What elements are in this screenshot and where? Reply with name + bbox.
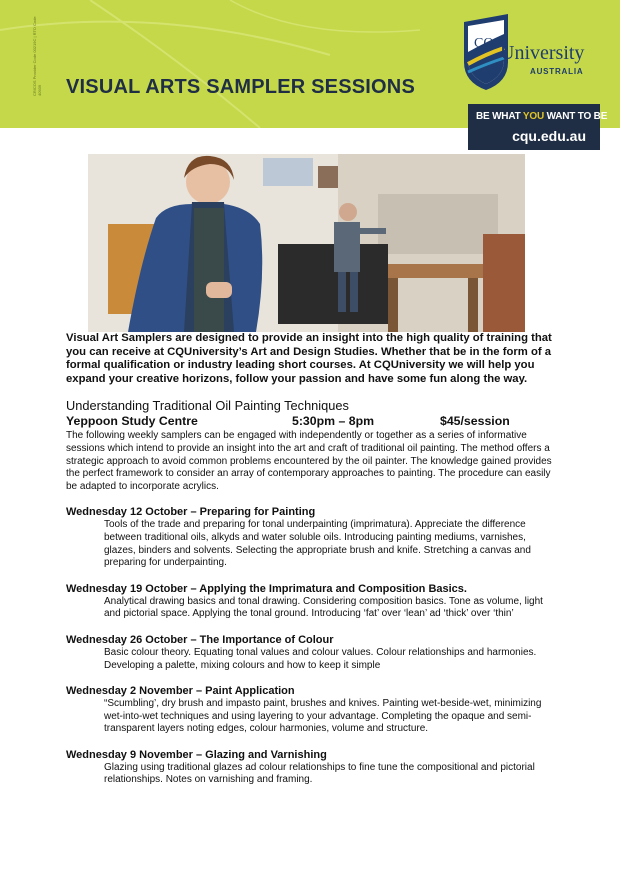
studio-photo-illustration: [88, 154, 525, 332]
tagline-part1: BE WHAT: [476, 111, 523, 122]
course-meta: [66, 414, 552, 429]
session-text: “Scumbling’, dry brush and impasto paint, brushes and knives. Painting wet-beside-wet, minimizing wet-into-wet techniques and using layering to your advantage. Completing the opaque and semi-transparent layers noting edges, colour harmonies, volume and structure.: [104, 698, 542, 735]
session-heading: Wednesday 2 November – Paint Application: [66, 685, 295, 698]
session-text: Glazing using traditional glazes ad colour relationships to fine tune the compositional and pictorial relationships. Notes on varnishing and framing.: [104, 761, 535, 786]
session-heading: Wednesday 9 November – Glazing and Varnishing: [66, 748, 327, 761]
session-heading: Wednesday 12 October – Preparing for Painting: [66, 506, 316, 519]
intro-paragraph: Visual Art Samplers are designed to provide an insight into the high quality of training that you can receive at CQUniversity’s Art and Design Studies. Whether that be in the form of a formal qualification or industry leading short courses. At CQUniversity we will help you expand your creative horizons, follow your passion and have some fun along the way.: [66, 332, 552, 385]
logo-cq-text: CQ: [474, 36, 494, 51]
session-heading: Wednesday 26 October – The Importance of Colour: [66, 633, 334, 646]
main-content: [66, 332, 552, 787]
hero-photo: [88, 154, 525, 332]
logo-australia-text: AUSTRALIA: [530, 67, 584, 76]
course-description: The following weekly samplers can be engaged with independently or together as a series of informative sessions which intend to provide an insight into the art and craft of traditional oil painting. The method offers a strategic approach to avoid common problems encountered by the oil painter. The knowledge gained provides the perfect framework to consider an array of contemporary approaches to painting. The procedure can easily be adapted to incorporate acrylics.: [66, 430, 552, 492]
logo-university-text: University: [500, 42, 585, 64]
session-3: [66, 633, 552, 672]
tagline-highlight: YOU: [522, 111, 544, 122]
session-5: [66, 748, 552, 787]
tagline-part2: WANT TO BE: [544, 111, 608, 122]
course-title: Understanding Traditional Oil Painting Techniques: [66, 398, 349, 414]
session-4: [66, 684, 552, 736]
tagline: [476, 111, 607, 122]
session-text: Tools of the trade and preparing for tonal underpainting (imprimatura). Appreciate the difference between traditional oils, alkyds and water soluble oils. Introducing painting mediums, varnishes, glazes, binders and solvents. Selecting the appropriate brush and knife. Stretching a canvas and preparing for underpainting.: [104, 519, 531, 569]
page-title: VISUAL ARTS SAMPLER SESSIONS: [66, 76, 415, 98]
session-heading: Wednesday 19 October – Applying the Imprimatura and Composition Basics.: [66, 582, 467, 595]
session-2: [66, 582, 552, 621]
session-text: Analytical drawing basics and tonal drawing. Considering composition basics. Tone as volume, light and pictorial space. Applying the tonal ground. Introducing ‘fat’ over ‘lean’ ad ‘thick’ over ‘thin’: [104, 595, 543, 620]
session-1: [66, 505, 552, 569]
course-price: $45/session: [440, 414, 510, 429]
cricos-code: CRICOS Provider Code 00219C | RTO Code 40939: [32, 16, 42, 96]
cqu-logo[interactable]: [462, 12, 602, 92]
course-time: 5:30pm – 8pm: [292, 414, 375, 429]
course-location: Yeppoon Study Centre: [66, 414, 198, 429]
tagline-box: [468, 104, 608, 150]
website-link[interactable]: cqu.edu.au: [512, 128, 586, 144]
session-text: Basic colour theory. Equating tonal values and colour values. Colour relationships and harmonies. Developing a palette, mixing colours and how to keep it simple: [104, 646, 537, 671]
